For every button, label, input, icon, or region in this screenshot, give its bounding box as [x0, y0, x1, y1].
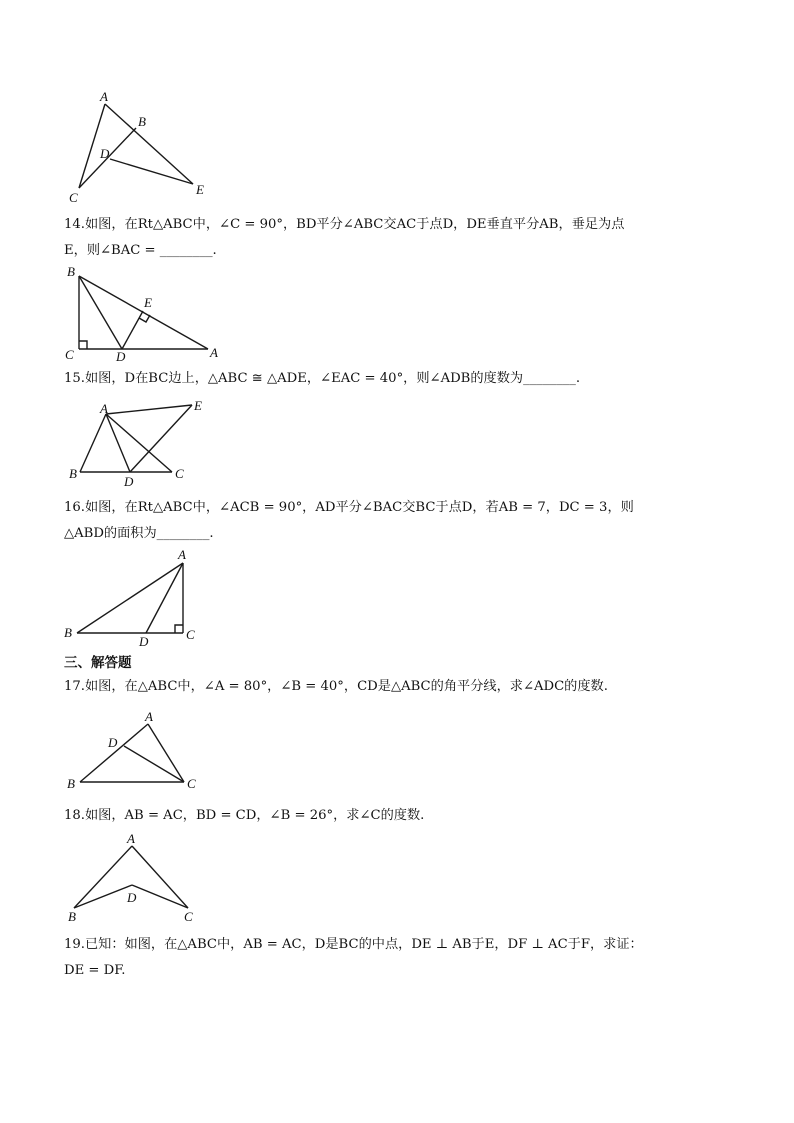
label-e: E — [194, 398, 202, 413]
question-18 — [64, 803, 734, 829]
question-18-line-1: 18.如图，AB = AC，BD = CD，∠B = 26°，求∠C的度数. — [64, 808, 425, 823]
label-e: E — [144, 295, 152, 310]
segment-ab — [80, 414, 106, 472]
question-19-line-2: DE = DF. — [64, 963, 126, 978]
segment-ab — [77, 563, 183, 633]
label-c: C — [186, 627, 195, 642]
segment-de — [122, 311, 143, 349]
segment-ad — [106, 414, 130, 472]
segment-bd — [74, 885, 132, 908]
label-d: D — [116, 349, 126, 364]
segment-ac — [132, 846, 188, 908]
segment-ba — [79, 276, 208, 349]
segment-ab — [74, 846, 132, 908]
question-14 — [64, 212, 734, 264]
label-b: B — [64, 625, 72, 640]
label-a: A — [127, 831, 135, 846]
right-angle-mark-c — [79, 341, 87, 349]
question-19 — [64, 932, 734, 984]
figure-q16 — [60, 546, 220, 648]
question-16-line-2: △ABD的面积为________. — [64, 526, 214, 541]
label-d: D — [108, 735, 118, 750]
question-17 — [64, 674, 734, 700]
label-b: B — [67, 264, 75, 279]
question-19-line-1: 19.已知：如图，在△ABC中，AB = AC，D是BC的中点，DE ⊥ AB于E，DF ⊥ AC于F，求证： — [64, 937, 643, 952]
figure-q18 — [60, 832, 220, 924]
question-17-line-1: 17.如图，在△ABC中，∠A = 80°，∠B = 40°，CD是△ABC的角平分线，求∠ADC的度数. — [64, 679, 608, 694]
segment-ae — [106, 405, 192, 414]
label-d: D — [124, 474, 134, 489]
figure-q17 — [60, 704, 220, 796]
figure-q13 — [60, 88, 220, 206]
label-a: A — [100, 401, 108, 416]
label-b: B — [138, 114, 146, 129]
segment-cd — [124, 746, 184, 782]
segment-ae — [105, 104, 193, 184]
label-a: A — [100, 89, 108, 104]
label-c: C — [175, 466, 184, 481]
segment-bd — [79, 276, 122, 349]
label-d: D — [139, 634, 149, 649]
right-angle-mark-c — [175, 625, 183, 633]
label-c: C — [69, 190, 78, 205]
label-c: C — [65, 347, 74, 362]
segment-ab — [80, 724, 148, 782]
question-16 — [64, 495, 734, 547]
figure-q15 — [60, 396, 220, 492]
segment-de — [110, 159, 193, 184]
label-c: C — [187, 776, 196, 791]
label-d: D — [127, 890, 137, 905]
label-b: B — [67, 776, 75, 791]
question-16-line-1: 16.如图，在Rt△ABC中，∠ACB = 90°，AD平分∠BAC交BC于点D，若AB = 7，DC = 3，则 — [64, 500, 634, 515]
figure-q14 — [60, 264, 230, 364]
label-e: E — [196, 182, 204, 197]
question-15-line-1: 15.如图，D在BC边上，△ABC ≅ △ADE，∠EAC = 40°，则∠ADB的度数为________. — [64, 371, 581, 386]
question-14-line-2: E，则∠BAC = ________. — [64, 243, 217, 258]
label-a: A — [145, 709, 153, 724]
segment-ad — [146, 563, 183, 633]
label-a: A — [210, 345, 218, 360]
segment-dc — [132, 885, 188, 908]
label-d: D — [100, 146, 110, 161]
segment-ac — [148, 724, 184, 782]
question-14-line-1: 14.如图，在Rt△ABC中，∠C = 90°，BD平分∠ABC交AC于点D，DE垂直平分AB，垂足为点 — [64, 217, 625, 232]
label-b: B — [69, 466, 77, 481]
section-heading-solutions: 三、解答题 — [64, 655, 132, 671]
label-a: A — [178, 547, 186, 562]
question-15 — [64, 366, 734, 392]
label-c: C — [184, 909, 193, 924]
label-b: B — [68, 909, 76, 924]
